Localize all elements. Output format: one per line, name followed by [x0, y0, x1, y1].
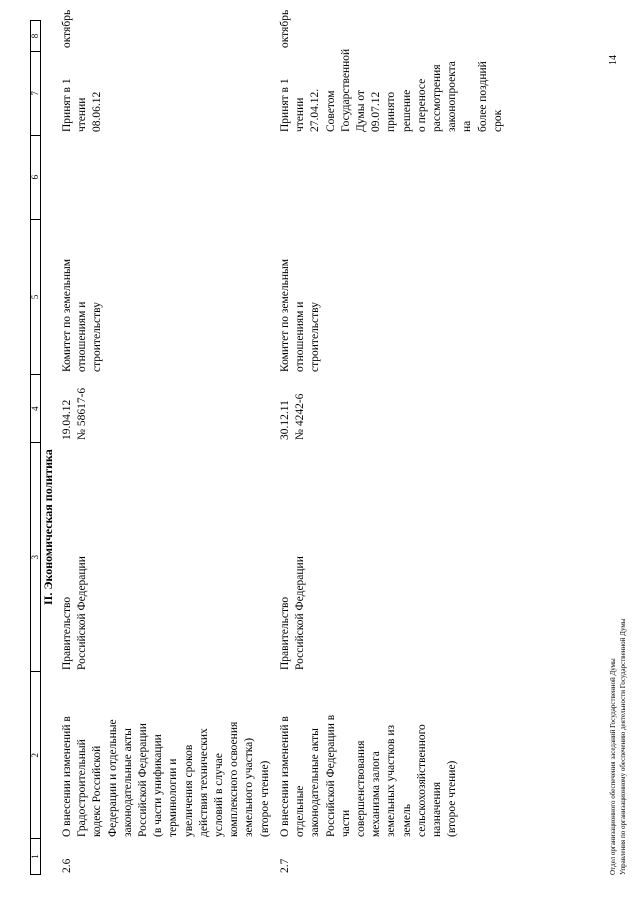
table-row — [60, 9, 273, 875]
row-status: Принят в 1 чтении 08.06.12 — [61, 78, 104, 132]
plan-table — [30, 9, 626, 875]
row-initiator: Правительство Российской Федерации — [61, 556, 89, 670]
col-number-5: 5 — [31, 219, 40, 375]
footer-line-1: Отдел организационного обеспечения заседаний Государственной Думы — [609, 658, 617, 875]
col-number-3: 3 — [31, 442, 40, 671]
page-number: 14 — [608, 55, 619, 65]
row-committee: Комитет по земельным отношениям и строительству — [61, 258, 104, 372]
footer-line-2: Управления по организационному обеспечению деятельности Государственной Думы — [619, 618, 627, 875]
row-initiator: Правительство Российской Федерации — [279, 556, 307, 670]
row-num: 2.6 — [61, 858, 73, 873]
section-title: II. Экономическая политика — [41, 449, 55, 605]
row-date-number: 30.12.11 № 4242-6 — [279, 393, 307, 440]
column-number-row — [30, 20, 41, 875]
col-number-1: 1 — [31, 838, 40, 874]
table-row — [278, 9, 506, 875]
row-title: О внесении изменений в Градостроительный кодекс Российской Федерации и отдельные законодательные акты Российской Федерации (в части унификации терминологии и увеличения сроков действия технических условий в случае комплексного освоения земельного участка) (второе чтение) — [61, 716, 271, 837]
col-number-2: 2 — [31, 671, 40, 838]
row-month: октябрь — [61, 9, 73, 48]
row-month: октябрь — [279, 9, 291, 48]
col-number-7: 7 — [31, 51, 40, 135]
col-number-4: 4 — [31, 374, 40, 442]
row-col6 — [60, 134, 273, 218]
row-date-number: 19.04.12 № 58617-6 — [61, 387, 89, 440]
col-number-8: 8 — [30, 33, 40, 39]
row-num: 2.7 — [279, 858, 291, 873]
row-status: Принят в 1 чтении 27.04.12. Советом Государственной Думы от 09.07.12 принято решение о переносе рассмотрения законопроекта на более поздний срок — [279, 48, 504, 132]
col-number-6: 6 — [31, 135, 40, 219]
row-title: О внесении изменений в отдельные законодательные акты Российской Федерации в части совершенствования механизма залога земельных участков из земель сельскохозяйственного назначения (второе чтение) — [279, 714, 459, 837]
row-committee: Комитет по земельным отношениям и строительству — [279, 258, 322, 372]
row-col6 — [278, 134, 506, 218]
